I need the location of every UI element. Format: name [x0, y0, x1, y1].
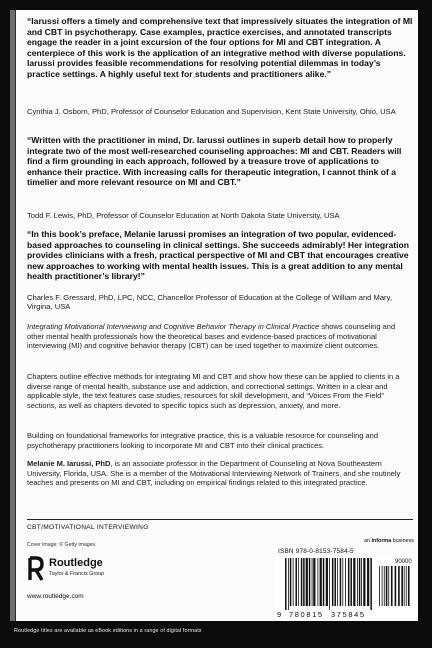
barcode-addon-bar	[404, 566, 405, 606]
routledge-logo-icon	[27, 556, 45, 582]
book-title: Integrating Motivational Interviewing and Cognitive Behavior Therapy in Clinical Practice	[27, 322, 320, 331]
routledge-logo	[27, 556, 147, 590]
barcode-bar	[309, 558, 311, 606]
barcode-addon-bar	[398, 566, 400, 606]
barcode-bar	[332, 558, 334, 606]
barcode-addon-digits: 90000	[395, 559, 412, 565]
barcode-digits-group-2: 375845	[331, 610, 366, 619]
barcode-bar	[359, 558, 361, 606]
author-bio	[27, 459, 413, 488]
barcode-bar	[306, 558, 308, 606]
barcode-bar	[313, 558, 315, 606]
barcode-bar	[363, 558, 365, 606]
barcode-addon-bar	[382, 566, 383, 606]
description-paragraph-1	[27, 322, 413, 351]
barcode-bar	[367, 558, 369, 606]
barcode-bar	[337, 558, 338, 606]
barcode-bar	[298, 558, 299, 606]
divider	[27, 519, 413, 520]
barcode-bar	[350, 558, 352, 606]
endorsement-quote-3: “In this book’s preface, Melanie Iarussi promises an integration of two popular, evidenced-based approaches to counseling in clinical settings. She succeeds admirably! Her integration provides clinicians with a fresh, practical perspective of MI and CBT that encourages creative new approaches to working with mental health issues. This is a great addition to any mental health practitioner’s library!”	[27, 229, 410, 282]
barcode-addon-bar	[388, 566, 389, 606]
barcode-bar	[312, 558, 313, 606]
endorsement-quote-1: “Iarussi offers a timely and comprehensive text that impressively situates the integration of MI and CBT in psychotherapy. Case examples, practice exercises, and annotated transcripts engage the reader in a joint excursion of the four options for MI and CBT integration. A centerpiece of this work is the application of an integrative method with diverse populations. Iarussi provides feasible recommendations for resolving potential dilemmas in today’s practice settings. A highly useful text for students and practitioners alike.”	[27, 16, 413, 79]
barcode-bar	[288, 558, 289, 610]
barcode-bar	[361, 558, 362, 606]
barcode-addon-bar	[391, 566, 393, 606]
publisher-tagline: Taylor & Francis Group	[49, 571, 105, 577]
barcode-digit-left: 9	[277, 610, 282, 619]
barcode-bar	[329, 558, 330, 610]
barcode-block	[275, 538, 416, 620]
barcode-bar	[285, 558, 287, 610]
barcode-bar	[334, 558, 336, 606]
barcode-addon-bar	[401, 566, 403, 606]
barcode-addon-bar	[384, 566, 385, 606]
barcode-bar	[348, 558, 350, 606]
publisher-name: Routledge	[49, 557, 103, 569]
description-paragraph-1-text: shows counseling and other mental health professionals how the theoretical bases and evidence-based practices of motivational interviewing (MI) and cognitive behavior therapy (CBT) can be used together to maximize client outcomes.	[27, 322, 396, 351]
barcode-bar	[340, 558, 342, 606]
barcode-bar	[301, 558, 303, 606]
barcode-addon-bar	[408, 566, 410, 606]
barcode-bar	[326, 558, 328, 606]
author-bio-text: , is an associate professor in the Department of Counseling at Nova Southeastern University, Florida, USA. She is a member of the Motivational Interviewing Network of Trainers, and she routinely teaches and presents on MI and CBT, including on empirical findings related to this integrated practice.	[27, 459, 401, 488]
description-paragraph-2: Chapters outline effective methods for integrating MI and CBT and show how these can be applied to clients in a diverse range of mental health, substance use and addiction, and correctional settings. Written in a clear and applicable style, the text features case studies, resources for skill development, and “Voices From the Field” sections, as well as chapters devoted to specific topics such as depression, anxiety, and more.	[27, 372, 400, 410]
cover-image-credit: Cover image: © Getty images	[27, 542, 96, 548]
content-panel	[15, 10, 418, 621]
barcode-bar	[323, 558, 325, 606]
bottom-band	[0, 621, 432, 648]
barcode-bar	[345, 558, 346, 606]
barcode-addon-bar	[406, 566, 407, 606]
barcode-addon-bar	[379, 566, 380, 606]
barcode	[275, 556, 416, 620]
barcode-bar	[293, 558, 294, 606]
barcode-digits-group-1: 780815	[289, 610, 324, 619]
author-name: Melanie M. Iarussi, PhD	[27, 459, 111, 468]
barcode-addon-bar	[395, 566, 397, 606]
barcode-bar	[290, 558, 292, 606]
endorsement-attribution-3: Charles F. Gressard, PhD, LPC, NCC, Chancellor Professor of Education at the College of William and Mary, Virgina, USA	[27, 293, 392, 312]
isbn-label: ISBN 978-0-8153-7584-5	[278, 548, 354, 555]
barcode-addon-bar	[386, 566, 388, 606]
subject-category: CBT/MOTIVATIONAL INTERVIEWING	[27, 524, 149, 531]
barcode-bar	[295, 558, 297, 606]
endorsement-quote-2: “Written with the practitioner in mind, Dr. Iarussi outlines in superb detail how to properly integrate two of the most well-researched counseling approaches: MI and CBT. Readers will find a firm grounding in each approach, followed by a treasure trove of applications to enhance their practice. With increasing calls for therapeutic integration, I cannot think of a timelier and more relevant resource on MI and CBT.”	[27, 135, 402, 188]
publisher-website: www.routledge.com	[27, 593, 84, 600]
informa-brand: informa	[371, 538, 392, 544]
description-paragraph-3: Building on foundational frameworks for integrative practice, this is a valuable resource for counseling and psychotherapy practitioners looking to incorporate MI and CBT into their clinical practices.	[27, 431, 379, 450]
ebook-notice: Routledge titles are available as eBook editions in a range of digital formats	[14, 628, 202, 634]
barcode-bar	[303, 558, 305, 606]
barcode-bar	[357, 558, 358, 606]
barcode-bar	[370, 558, 372, 610]
barcode-bar	[342, 558, 343, 606]
endorsement-attribution-1: Cynthia J. Osborn, PhD, Professor of Counselor Education and Supervision, Kent State University, Ohio, USA	[27, 107, 396, 116]
informa-business-label: an informa business	[363, 538, 414, 544]
endorsement-attribution-2: Todd F. Lewis, PhD, Professor of Counselor Education at North Dakota State University, USA	[27, 211, 340, 220]
barcode-bar	[318, 558, 319, 606]
barcode-bar	[320, 558, 322, 606]
barcode-bar	[353, 558, 355, 606]
